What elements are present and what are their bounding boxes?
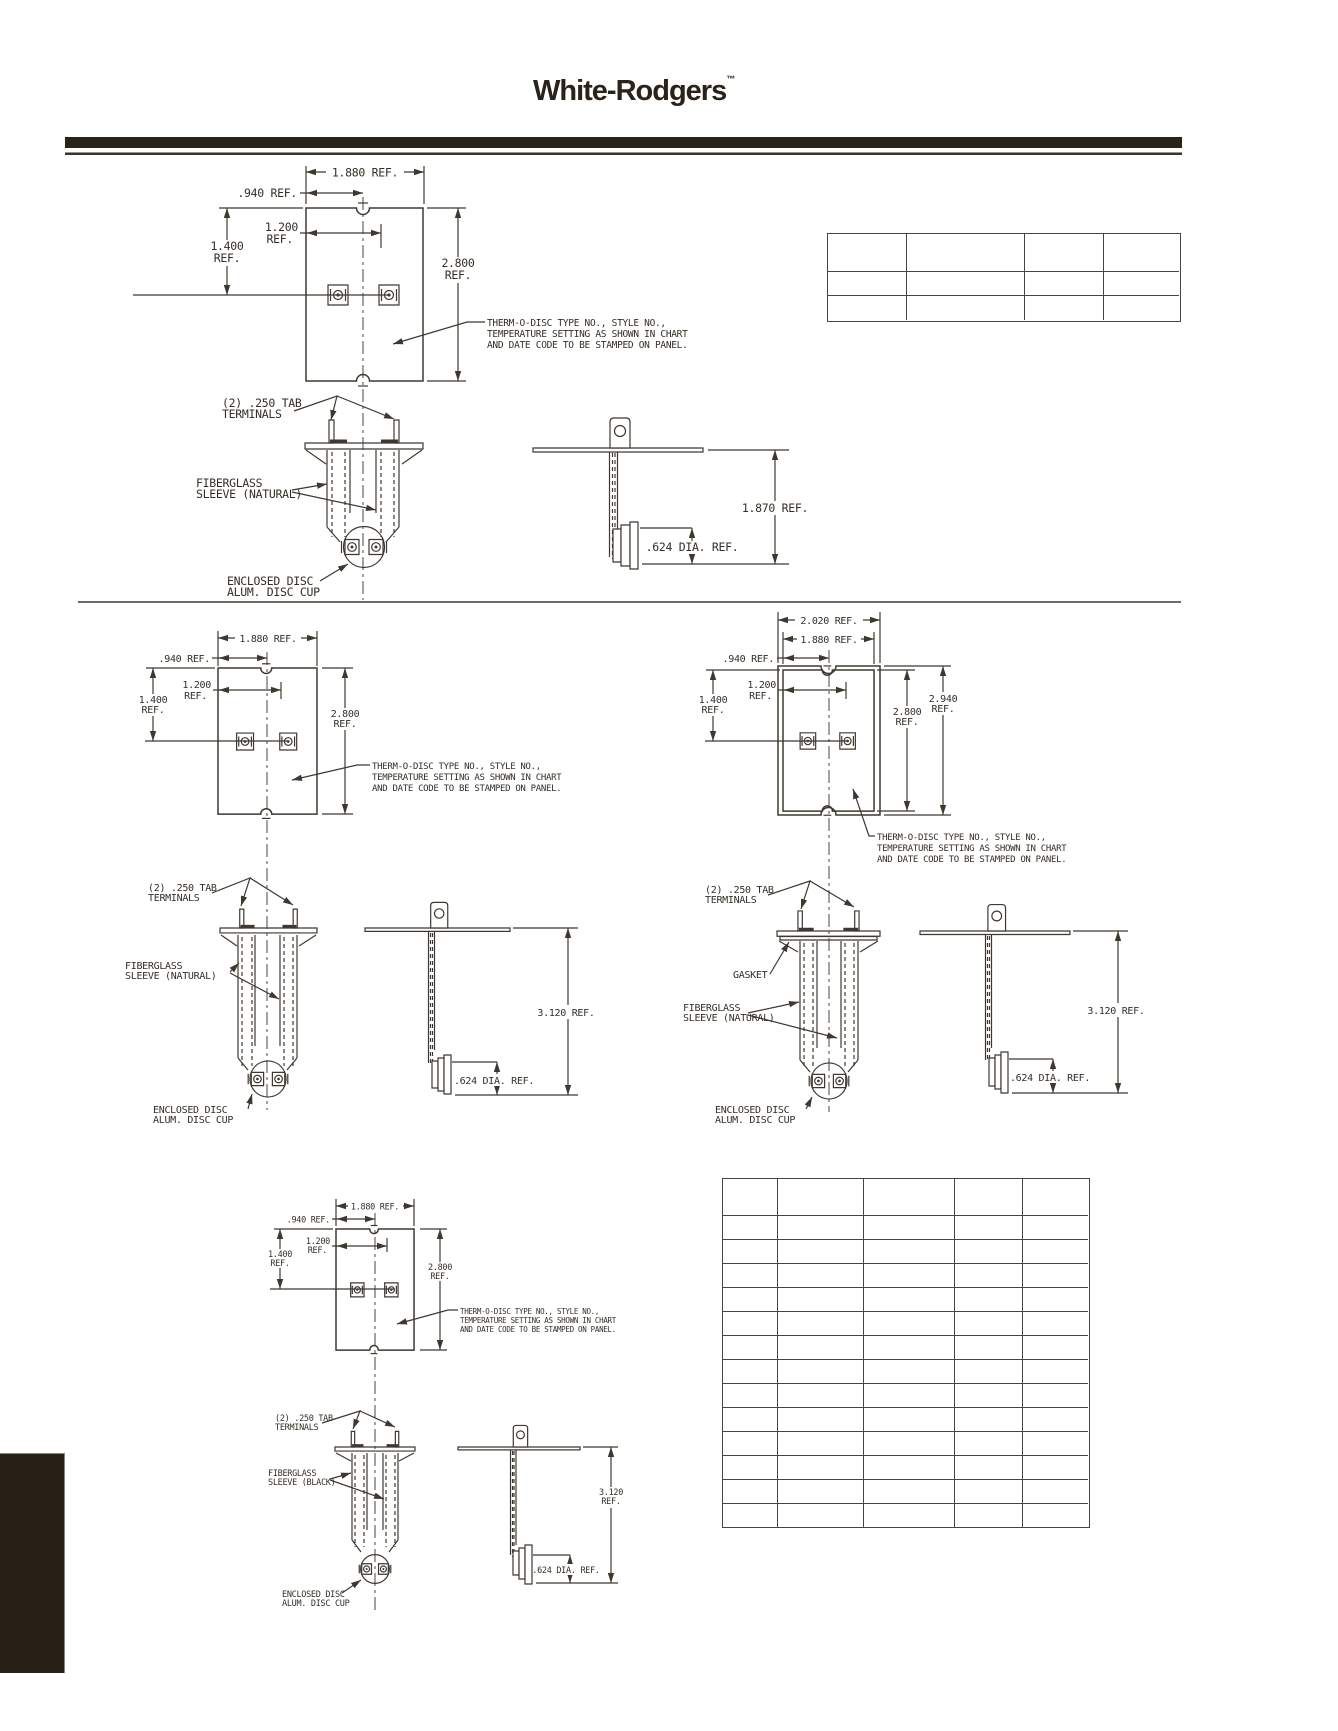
dim-1400-ref: REF.: [270, 1259, 290, 1269]
dim-2800-ref: REF.: [895, 717, 919, 728]
table-cell: [864, 1480, 955, 1504]
table-cell: [864, 1179, 955, 1216]
fiberglass-label: FIBERGLASS: [683, 1003, 741, 1014]
table-cell: [828, 234, 907, 272]
table-cell: [1023, 1312, 1088, 1336]
stamp-note-line2: TEMPERATURE SETTING AS SHOWN IN CHART: [487, 329, 688, 340]
sleeve-natural-label: SLEEVE (NATURAL): [683, 1013, 775, 1024]
table-cell: [864, 1216, 955, 1240]
device-front-view: [305, 420, 423, 449]
dim-940-label: .940 REF.: [286, 1215, 330, 1226]
table-cell: [864, 1312, 955, 1336]
dim-1870-label: 1.870 REF.: [741, 501, 809, 515]
table-cell: [1023, 1360, 1088, 1384]
table-cell: [1023, 1432, 1088, 1456]
table-cell: [723, 1264, 778, 1288]
dim-1880-label: 1.880 REF.: [350, 1202, 400, 1213]
tab-terminals-label-l2: TERMINALS: [275, 1423, 319, 1433]
dim-2800-label: 2.800: [330, 709, 360, 720]
table-cell: [778, 1480, 864, 1504]
table-cell: [955, 1480, 1023, 1504]
dim-940-label: .940 REF.: [237, 186, 297, 200]
table-cell: [723, 1360, 778, 1384]
table-cell: [723, 1240, 778, 1264]
dim-624-label: .624 DIA. REF.: [532, 1566, 600, 1576]
table-row: [723, 1480, 1089, 1504]
table-row: [723, 1288, 1089, 1312]
fiberglass-label: FIBERGLASS: [125, 961, 183, 972]
dim-1400-label: 1.400: [698, 695, 728, 706]
table-row: [828, 234, 1180, 272]
sleeve-natural-label: SLEEVE (NATURAL): [125, 971, 217, 982]
table-cell: [828, 296, 907, 320]
table-cell: [1025, 234, 1104, 272]
table-cell: [907, 272, 1025, 296]
table-cell: [955, 1432, 1023, 1456]
drawing-set-1: [133, 164, 809, 600]
table-cell: [723, 1456, 778, 1480]
table-cell: [1023, 1240, 1088, 1264]
stamp-note-line2: TEMPERATURE SETTING AS SHOWN IN CHART: [877, 844, 1067, 854]
dim-1400-ref: REF.: [701, 705, 725, 716]
dim-2800-label: 2.800: [427, 1263, 453, 1273]
sleeve-black-label: SLEEVE (BLACK): [268, 1478, 336, 1488]
table-cell: [778, 1216, 864, 1240]
table-cell: [955, 1264, 1023, 1288]
dim-2940-label: 2.940: [928, 694, 958, 705]
drawing-set-2: [125, 631, 598, 1126]
table-cell: [723, 1408, 778, 1432]
table-cell: [778, 1456, 864, 1480]
table-row: [723, 1456, 1089, 1480]
dim-2940-ref: REF.: [931, 704, 955, 715]
table-cell: [864, 1384, 955, 1408]
spec-table-bottom: [722, 1178, 1090, 1528]
table-cell: [1023, 1336, 1088, 1360]
enclosed-disc: [342, 527, 387, 568]
stamp-note-line1: THERM-O-DISC TYPE NO., STYLE NO.,: [877, 833, 1046, 843]
table-cell: [723, 1312, 778, 1336]
table-row: [723, 1179, 1089, 1216]
table-cell: [778, 1384, 864, 1408]
dim-1400-ref: REF.: [213, 251, 241, 265]
enclosed-disc-label-l1: ENCLOSED DISC: [282, 1590, 345, 1600]
table-cell: [828, 272, 907, 296]
table-cell: [723, 1216, 778, 1240]
dim-2800-ref: REF.: [430, 1272, 450, 1282]
table-cell: [778, 1312, 864, 1336]
table-cell: [864, 1240, 955, 1264]
table-row: [828, 296, 1180, 320]
side-view: [533, 418, 703, 452]
table-cell: [955, 1504, 1023, 1528]
trademark-symbol: ™: [726, 74, 736, 84]
dim-1200-label: 1.200: [305, 1237, 330, 1247]
tab-terminals-label-l1: (2) .250 TAB: [148, 883, 217, 894]
table-row: [723, 1504, 1089, 1528]
table-row: [828, 272, 1180, 296]
dim-1200-ref: REF.: [266, 232, 293, 246]
table-row: [723, 1360, 1089, 1384]
enclosed-disc: [248, 1061, 288, 1097]
enclosed-disc-label-l1: ENCLOSED DISC: [715, 1105, 790, 1116]
table-row: [723, 1336, 1089, 1360]
dim-3120-label: 3.120: [598, 1488, 624, 1498]
dim-1200-ref: REF.: [307, 1246, 327, 1256]
table-cell: [955, 1240, 1023, 1264]
table-cell: [864, 1432, 955, 1456]
table-cell: [955, 1360, 1023, 1384]
table-row: [723, 1384, 1089, 1408]
table-cell: [778, 1360, 864, 1384]
dim-2800-label: 2.800: [892, 707, 922, 718]
table-cell: [1023, 1480, 1088, 1504]
table-cell: [778, 1240, 864, 1264]
table-cell: [1104, 234, 1179, 272]
dim-1400-label: 1.400: [138, 695, 168, 706]
table-cell: [955, 1456, 1023, 1480]
page-corner-tab: [0, 1453, 65, 1673]
table-cell: [723, 1179, 778, 1216]
table-cell: [864, 1264, 955, 1288]
enclosed-disc-label-l2: ALUM. DISC CUP: [282, 1599, 350, 1609]
sleeve-natural-label: SLEEVE (NATURAL): [196, 487, 302, 501]
table-cell: [778, 1432, 864, 1456]
dim-1200-ref: REF.: [184, 691, 207, 702]
table-cell: [864, 1504, 955, 1528]
table-cell: [864, 1456, 955, 1480]
stamp-note-line1: THERM-O-DISC TYPE NO., STYLE NO.,: [460, 1307, 600, 1316]
table-cell: [1023, 1456, 1088, 1480]
stamp-note-line3: AND DATE CODE TO BE STAMPED ON PANEL.: [460, 1325, 616, 1334]
table-cell: [778, 1408, 864, 1432]
enclosed-disc-label-l1: ENCLOSED DISC: [227, 574, 314, 588]
dim-940-label: .940 REF.: [158, 654, 210, 665]
dim-1200-ref: REF.: [749, 691, 772, 702]
dim-1880-label: 1.880 REF.: [331, 165, 399, 180]
dim-2800-ref: REF.: [444, 268, 472, 282]
dim-1200-label: 1.200: [182, 680, 211, 691]
table-cell: [723, 1432, 778, 1456]
dim-3120-label: 3.120 REF.: [1087, 1006, 1145, 1017]
enclosed-disc-label-l2: ALUM. DISC CUP: [227, 585, 320, 599]
stamp-note-line1: THERM-O-DISC TYPE NO., STYLE NO.,: [487, 318, 666, 329]
table-cell: [723, 1504, 778, 1528]
table-cell: [723, 1336, 778, 1360]
device-front-view: [220, 909, 317, 933]
table-cell: [864, 1408, 955, 1432]
dim-1400-label: 1.400: [267, 1250, 293, 1260]
table-row: [723, 1312, 1089, 1336]
dim-2800-ref: REF.: [333, 719, 357, 730]
dim-1880-label: 1.880 REF.: [800, 635, 858, 646]
drawing-set-4: [264, 1199, 626, 1612]
tab-terminals-label-l2: TERMINALS: [222, 407, 282, 421]
table-cell: [1023, 1504, 1088, 1528]
table-cell: [723, 1288, 778, 1312]
table-cell: [723, 1480, 778, 1504]
table-cell: [1025, 272, 1104, 296]
tab-terminals-label-l2: TERMINALS: [148, 893, 200, 904]
stamp-note-line3: AND DATE CODE TO BE STAMPED ON PANEL.: [487, 340, 688, 351]
tab-terminals-label-l2: TERMINALS: [705, 895, 757, 906]
table-cell: [1023, 1408, 1088, 1432]
dim-940-label: .940 REF.: [722, 654, 774, 665]
side-view: [365, 902, 510, 931]
table-cell: [723, 1384, 778, 1408]
fiberglass-label: FIBERGLASS: [268, 1469, 317, 1479]
dim-624-label: .624 DIA. REF.: [1009, 1073, 1091, 1084]
table-cell: [955, 1408, 1023, 1432]
side-view: [458, 1425, 580, 1449]
spec-table-top: [827, 233, 1181, 322]
table-cell: [1023, 1216, 1088, 1240]
dim-3120-label: 3.120 REF.: [537, 1008, 595, 1019]
table-cell: [1104, 296, 1179, 320]
enclosed-disc-label-l2: ALUM. DISC CUP: [715, 1115, 796, 1126]
dim-1400-ref: REF.: [141, 705, 165, 716]
table-cell: [778, 1288, 864, 1312]
table-cell: [864, 1360, 955, 1384]
tab-terminals-label-l1: (2) .250 TAB: [222, 396, 302, 410]
table-cell: [1025, 296, 1104, 320]
table-cell: [1023, 1288, 1088, 1312]
fiberglass-label: FIBERGLASS: [196, 476, 263, 490]
dim-624-label: .624 DIA. REF.: [453, 1076, 535, 1087]
table-row: [723, 1408, 1089, 1432]
table-cell: [778, 1264, 864, 1288]
stamp-note-line2: TEMPERATURE SETTING AS SHOWN IN CHART: [460, 1316, 616, 1325]
gasket-label: GASKET: [733, 970, 768, 981]
table-cell: [778, 1504, 864, 1528]
table-cell: [1023, 1384, 1088, 1408]
tab-terminals-label-l1: (2) .250 TAB: [705, 885, 774, 896]
table-cell: [955, 1312, 1023, 1336]
table-cell: [955, 1288, 1023, 1312]
stamp-note-line3: AND DATE CODE TO BE STAMPED ON PANEL.: [877, 855, 1067, 865]
table-cell: [778, 1336, 864, 1360]
brand-logo-text: White-Rodgers: [533, 75, 727, 107]
stamp-note-line2: TEMPERATURE SETTING AS SHOWN IN CHART: [372, 773, 562, 783]
table-cell: [955, 1336, 1023, 1360]
enclosed-disc-label-l1: ENCLOSED DISC: [153, 1105, 228, 1116]
table-cell: [1023, 1179, 1088, 1216]
dim-1400-label: 1.400: [210, 239, 244, 253]
dim-624-label: .624 DIA. REF.: [645, 540, 739, 554]
table-row: [723, 1432, 1089, 1456]
table-row: [723, 1264, 1089, 1288]
drawing-set-3: [683, 612, 1148, 1126]
table-cell: [955, 1179, 1023, 1216]
side-view: [920, 905, 1070, 935]
table-cell: [907, 296, 1025, 320]
stamp-note-line1: THERM-O-DISC TYPE NO., STYLE NO.,: [372, 762, 541, 772]
table-cell: [1104, 272, 1179, 296]
stamp-note-line3: AND DATE CODE TO BE STAMPED ON PANEL.: [372, 784, 562, 794]
table-cell: [864, 1336, 955, 1360]
table-cell: [907, 234, 1025, 272]
table-row: [723, 1216, 1089, 1240]
table-cell: [955, 1216, 1023, 1240]
dim-1200-label: 1.200: [264, 220, 298, 234]
enclosed-disc-label-l2: ALUM. DISC CUP: [153, 1115, 234, 1126]
dim-1880-label: 1.880 REF.: [239, 634, 297, 645]
dim-1200-label: 1.200: [747, 680, 776, 691]
tab-terminals-label-l1: (2) .250 TAB: [275, 1414, 333, 1424]
table-cell: [778, 1179, 864, 1216]
dim-2020-label: 2.020 REF.: [800, 616, 858, 627]
table-cell: [864, 1288, 955, 1312]
dim-2800-label: 2.800: [441, 256, 475, 270]
table-cell: [955, 1384, 1023, 1408]
table-cell: [1023, 1264, 1088, 1288]
table-row: [723, 1240, 1089, 1264]
dim-3120-ref: REF.: [601, 1497, 621, 1507]
